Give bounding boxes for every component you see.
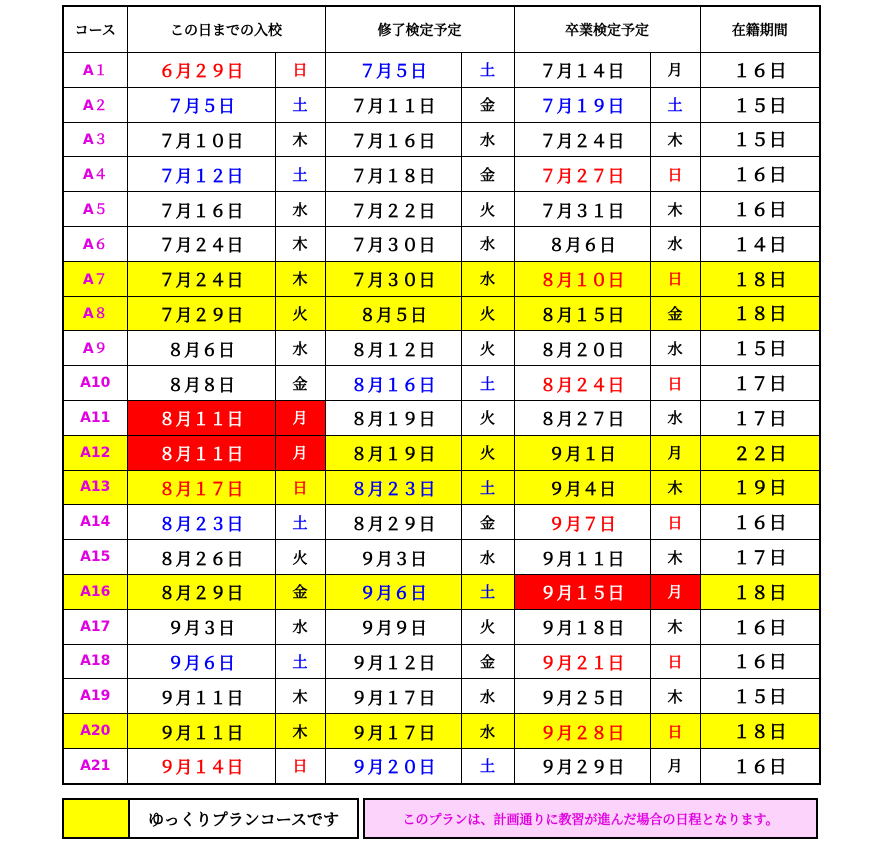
entry-date-cell: ７月５日	[127, 87, 275, 122]
completion-weekday-cell: 金	[461, 87, 514, 122]
duration-cell: １７日	[700, 540, 820, 575]
entry-date-cell: ７月２４日	[127, 226, 275, 261]
graduation-weekday-cell: 木	[650, 540, 700, 575]
course-cell: A11	[63, 400, 127, 435]
course-cell: A13	[63, 470, 127, 505]
completion-weekday-cell: 水	[461, 122, 514, 157]
graduation-date-cell: ８月２７日	[514, 400, 650, 435]
completion-date-cell: ９月１７日	[325, 714, 461, 749]
completion-date-cell: ７月３０日	[325, 226, 461, 261]
course-cell: A４	[63, 157, 127, 192]
entry-weekday-cell: 水	[275, 609, 325, 644]
graduation-date-cell: ８月２０日	[514, 331, 650, 366]
graduation-weekday-cell: 月	[650, 748, 700, 783]
completion-weekday-cell: 土	[461, 470, 514, 505]
table-row	[63, 470, 820, 505]
entry-weekday-cell: 土	[275, 505, 325, 540]
header-entry: この日までの入校	[127, 6, 325, 53]
graduation-weekday-cell: 月	[650, 574, 700, 609]
course-cell: A５	[63, 192, 127, 227]
entry-date-cell: ９月３日	[127, 609, 275, 644]
entry-weekday-cell: 水	[275, 331, 325, 366]
entry-date-cell: ８月２６日	[127, 540, 275, 575]
duration-cell: １８日	[700, 261, 820, 296]
duration-cell: １７日	[700, 400, 820, 435]
completion-weekday-cell: 金	[461, 644, 514, 679]
duration-cell: １６日	[700, 505, 820, 540]
completion-weekday-cell: 土	[461, 53, 514, 88]
entry-weekday-cell: 日	[275, 748, 325, 783]
course-cell: A３	[63, 122, 127, 157]
entry-weekday-cell: 月	[275, 435, 325, 470]
duration-cell: １６日	[700, 644, 820, 679]
completion-date-cell: ７月１８日	[325, 157, 461, 192]
completion-weekday-cell: 火	[461, 435, 514, 470]
duration-cell: １６日	[700, 192, 820, 227]
completion-weekday-cell: 火	[461, 400, 514, 435]
graduation-weekday-cell: 日	[650, 714, 700, 749]
graduation-date-cell: ８月６日	[514, 226, 650, 261]
entry-date-cell: ９月１１日	[127, 714, 275, 749]
table-row	[63, 400, 820, 435]
completion-date-cell: ７月３０日	[325, 261, 461, 296]
completion-date-cell: ９月２０日	[325, 748, 461, 783]
graduation-date-cell: ９月７日	[514, 505, 650, 540]
table-row	[63, 157, 820, 192]
graduation-weekday-cell: 木	[650, 679, 700, 714]
entry-weekday-cell: 土	[275, 644, 325, 679]
legend-note: このプランは、計画通りに教習が進んだ場合の日程となります。	[363, 798, 818, 839]
entry-weekday-cell: 土	[275, 87, 325, 122]
duration-cell: １８日	[700, 714, 820, 749]
header-duration: 在籍期間	[700, 6, 820, 53]
graduation-date-cell: ９月２８日	[514, 714, 650, 749]
completion-weekday-cell: 水	[461, 226, 514, 261]
entry-weekday-cell: 金	[275, 366, 325, 401]
completion-date-cell: ９月１２日	[325, 644, 461, 679]
entry-weekday-cell: 日	[275, 470, 325, 505]
completion-weekday-cell: 水	[461, 261, 514, 296]
course-cell: A８	[63, 296, 127, 331]
table-row	[63, 122, 820, 157]
course-cell: A12	[63, 435, 127, 470]
completion-weekday-cell: 金	[461, 505, 514, 540]
duration-cell: １９日	[700, 470, 820, 505]
entry-date-cell: ７月１０日	[127, 122, 275, 157]
entry-weekday-cell: 水	[275, 192, 325, 227]
entry-date-cell: ９月６日	[127, 644, 275, 679]
course-cell: A15	[63, 540, 127, 575]
graduation-weekday-cell: 日	[650, 644, 700, 679]
table-row	[63, 505, 820, 540]
header-row	[63, 6, 820, 53]
completion-date-cell: ９月１７日	[325, 679, 461, 714]
entry-weekday-cell: 月	[275, 400, 325, 435]
legend	[62, 798, 818, 839]
completion-date-cell: ９月６日	[325, 574, 461, 609]
graduation-weekday-cell: 木	[650, 122, 700, 157]
entry-date-cell: ８月２９日	[127, 574, 275, 609]
duration-cell: １８日	[700, 574, 820, 609]
schedule-rows	[63, 53, 820, 784]
completion-weekday-cell: 火	[461, 331, 514, 366]
duration-cell: １５日	[700, 87, 820, 122]
entry-weekday-cell: 木	[275, 679, 325, 714]
duration-cell: １５日	[700, 679, 820, 714]
entry-weekday-cell: 木	[275, 122, 325, 157]
header-completion: 修了検定予定	[325, 6, 514, 53]
graduation-date-cell: ９月１日	[514, 435, 650, 470]
duration-cell: １４日	[700, 226, 820, 261]
completion-date-cell: ８月１９日	[325, 400, 461, 435]
schedule-table	[62, 5, 821, 785]
duration-cell: １６日	[700, 609, 820, 644]
course-cell: A21	[63, 748, 127, 783]
entry-date-cell: ７月２４日	[127, 261, 275, 296]
entry-weekday-cell: 火	[275, 540, 325, 575]
graduation-date-cell: ８月２４日	[514, 366, 650, 401]
entry-weekday-cell: 木	[275, 226, 325, 261]
graduation-weekday-cell: 木	[650, 609, 700, 644]
graduation-date-cell: ９月４日	[514, 470, 650, 505]
graduation-weekday-cell: 水	[650, 226, 700, 261]
course-cell: A９	[63, 331, 127, 366]
entry-weekday-cell: 日	[275, 53, 325, 88]
entry-date-cell: ８月２３日	[127, 505, 275, 540]
course-cell: A10	[63, 366, 127, 401]
graduation-weekday-cell: 日	[650, 505, 700, 540]
graduation-weekday-cell: 日	[650, 366, 700, 401]
course-cell: A17	[63, 609, 127, 644]
graduation-date-cell: ９月１１日	[514, 540, 650, 575]
table-row	[63, 679, 820, 714]
completion-weekday-cell: 火	[461, 296, 514, 331]
course-cell: A18	[63, 644, 127, 679]
completion-date-cell: ７月２２日	[325, 192, 461, 227]
completion-date-cell: ８月２９日	[325, 505, 461, 540]
completion-date-cell: ７月５日	[325, 53, 461, 88]
table-row	[63, 609, 820, 644]
entry-weekday-cell: 火	[275, 296, 325, 331]
legend-label: ゆっくりプランコースです	[130, 798, 359, 839]
completion-date-cell: ９月３日	[325, 540, 461, 575]
table-row	[63, 296, 820, 331]
course-cell: A16	[63, 574, 127, 609]
completion-weekday-cell: 水	[461, 679, 514, 714]
graduation-weekday-cell: 日	[650, 157, 700, 192]
table-row	[63, 748, 820, 783]
completion-date-cell: ７月１６日	[325, 122, 461, 157]
legend-yellow-swatch	[62, 798, 130, 839]
graduation-date-cell: ９月２１日	[514, 644, 650, 679]
duration-cell: １６日	[700, 53, 820, 88]
duration-cell: １６日	[700, 748, 820, 783]
completion-date-cell: ７月１１日	[325, 87, 461, 122]
graduation-date-cell: ７月３１日	[514, 192, 650, 227]
graduation-weekday-cell: 月	[650, 53, 700, 88]
table-row	[63, 261, 820, 296]
course-cell: A１	[63, 53, 127, 88]
entry-date-cell: ８月１１日	[127, 435, 275, 470]
graduation-date-cell: ７月１４日	[514, 53, 650, 88]
graduation-weekday-cell: 木	[650, 192, 700, 227]
completion-date-cell: ９月９日	[325, 609, 461, 644]
duration-cell: １５日	[700, 331, 820, 366]
completion-date-cell: ８月１９日	[325, 435, 461, 470]
table-row	[63, 366, 820, 401]
entry-date-cell: ９月１４日	[127, 748, 275, 783]
duration-cell: １５日	[700, 122, 820, 157]
course-cell: A７	[63, 261, 127, 296]
graduation-date-cell: ９月２９日	[514, 748, 650, 783]
completion-date-cell: ８月２３日	[325, 470, 461, 505]
completion-weekday-cell: 金	[461, 157, 514, 192]
completion-weekday-cell: 火	[461, 192, 514, 227]
table-row	[63, 714, 820, 749]
graduation-date-cell: ９月１８日	[514, 609, 650, 644]
completion-weekday-cell: 火	[461, 609, 514, 644]
entry-weekday-cell: 土	[275, 157, 325, 192]
graduation-date-cell: ９月２５日	[514, 679, 650, 714]
completion-weekday-cell: 土	[461, 748, 514, 783]
completion-weekday-cell: 土	[461, 366, 514, 401]
completion-date-cell: ８月１６日	[325, 366, 461, 401]
completion-weekday-cell: 水	[461, 540, 514, 575]
table-row	[63, 53, 820, 88]
course-cell: A14	[63, 505, 127, 540]
entry-date-cell: ７月２９日	[127, 296, 275, 331]
duration-cell: １６日	[700, 157, 820, 192]
entry-weekday-cell: 木	[275, 714, 325, 749]
table-row	[63, 644, 820, 679]
graduation-date-cell: ８月１５日	[514, 296, 650, 331]
graduation-date-cell: ７月１９日	[514, 87, 650, 122]
course-cell: A19	[63, 679, 127, 714]
table-row	[63, 435, 820, 470]
duration-cell: １７日	[700, 366, 820, 401]
entry-weekday-cell: 木	[275, 261, 325, 296]
table-row	[63, 87, 820, 122]
header-course: コース	[63, 6, 127, 53]
graduation-date-cell: ７月２７日	[514, 157, 650, 192]
graduation-weekday-cell: 木	[650, 470, 700, 505]
completion-date-cell: ８月５日	[325, 296, 461, 331]
course-cell: A20	[63, 714, 127, 749]
completion-date-cell: ８月１２日	[325, 331, 461, 366]
entry-date-cell: ８月１７日	[127, 470, 275, 505]
entry-date-cell: ９月１１日	[127, 679, 275, 714]
graduation-date-cell: ９月１５日	[514, 574, 650, 609]
course-cell: A６	[63, 226, 127, 261]
graduation-weekday-cell: 水	[650, 331, 700, 366]
completion-weekday-cell: 水	[461, 714, 514, 749]
graduation-weekday-cell: 土	[650, 87, 700, 122]
table-row	[63, 192, 820, 227]
table-row	[63, 540, 820, 575]
entry-date-cell: ８月１１日	[127, 400, 275, 435]
entry-date-cell: ８月６日	[127, 331, 275, 366]
graduation-weekday-cell: 金	[650, 296, 700, 331]
graduation-weekday-cell: 水	[650, 400, 700, 435]
header-graduation: 卒業検定予定	[514, 6, 700, 53]
graduation-date-cell: ８月１０日	[514, 261, 650, 296]
entry-date-cell: ７月１２日	[127, 157, 275, 192]
completion-weekday-cell: 土	[461, 574, 514, 609]
graduation-weekday-cell: 月	[650, 435, 700, 470]
duration-cell: １８日	[700, 296, 820, 331]
course-cell: A２	[63, 87, 127, 122]
duration-cell: ２２日	[700, 435, 820, 470]
entry-date-cell: ６月２９日	[127, 53, 275, 88]
entry-date-cell: ７月１６日	[127, 192, 275, 227]
entry-weekday-cell: 金	[275, 574, 325, 609]
graduation-weekday-cell: 日	[650, 261, 700, 296]
graduation-date-cell: ７月２４日	[514, 122, 650, 157]
table-row	[63, 226, 820, 261]
entry-date-cell: ８月８日	[127, 366, 275, 401]
table-row	[63, 574, 820, 609]
table-row	[63, 331, 820, 366]
